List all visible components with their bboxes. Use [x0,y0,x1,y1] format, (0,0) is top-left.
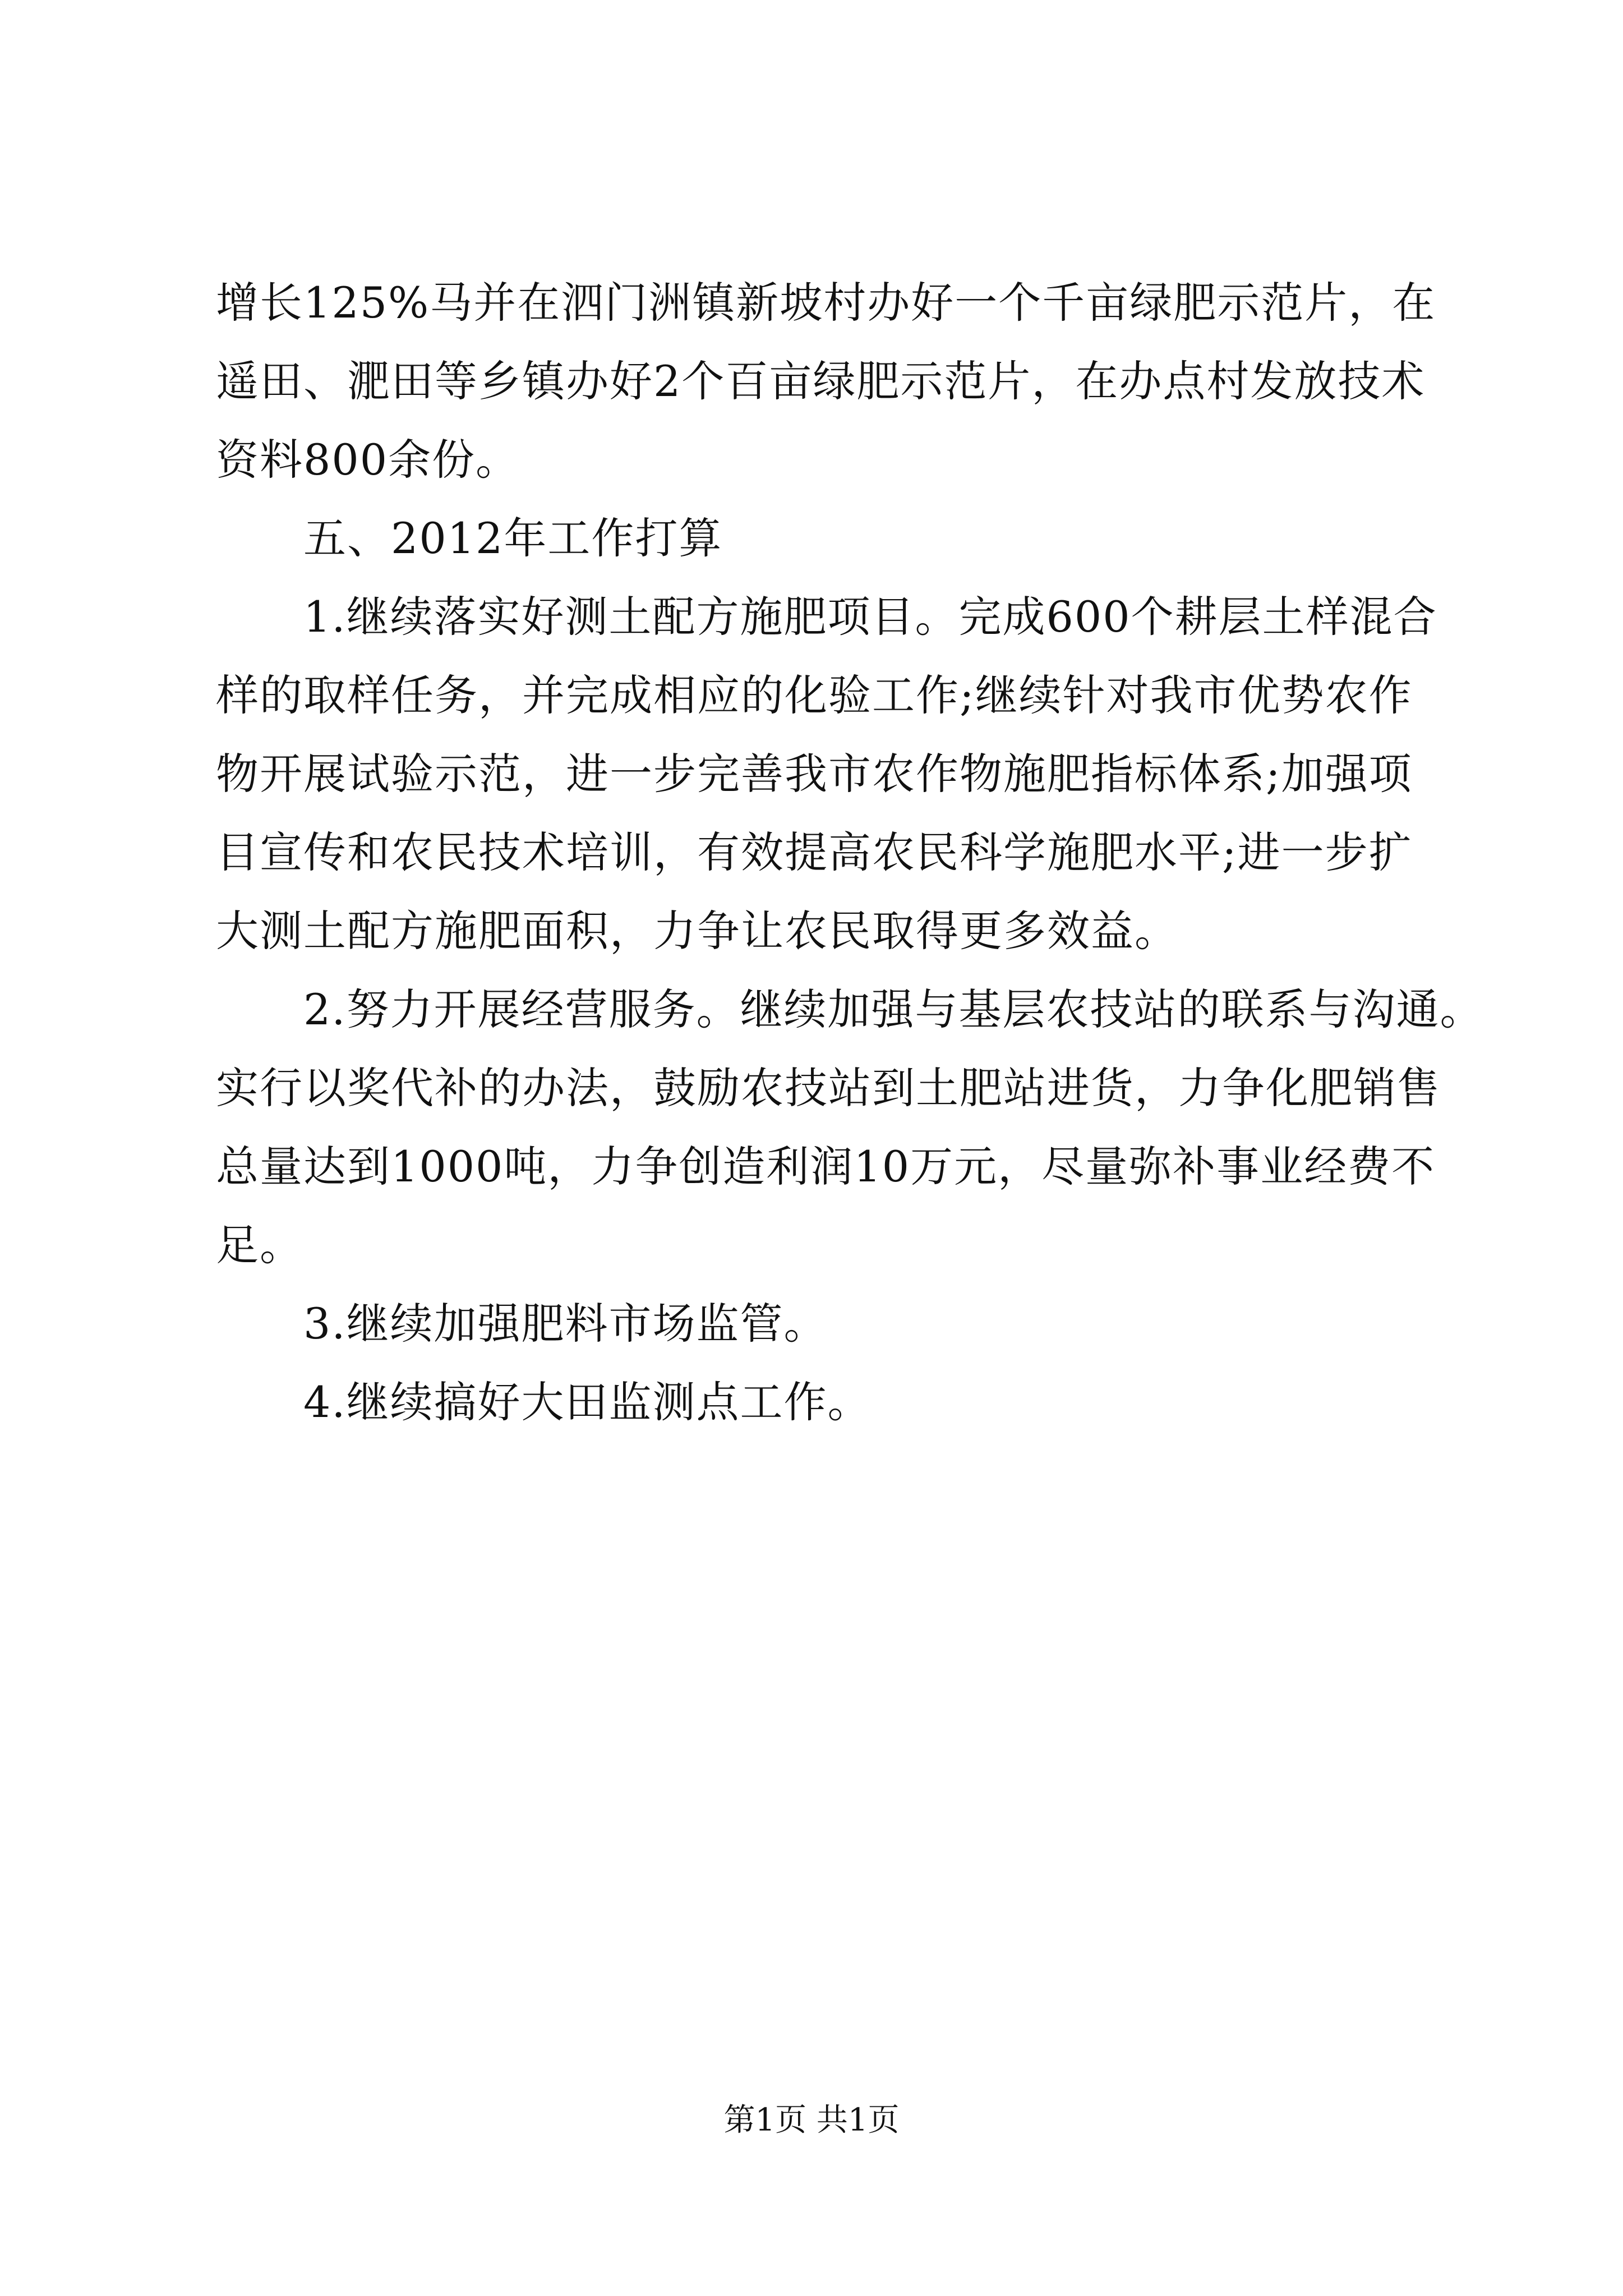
page-number: 第1页 共1页 [723,2102,900,2138]
body-line: 目宣传和农民技术培训，有效提高农民科学施肥水平;进一步扩 [216,827,1413,877]
document-body [216,264,1484,1442]
section-heading: 五、2012年工作打算 [303,513,723,563]
body-line: 资料800余份。 [216,435,520,485]
body-line: 增长125%马并在泗门洲镇新坡村办好一个千亩绿肥示范片，在 [216,278,1436,328]
body-line: 总量达到1000吨，力争创造利润10万元，尽量弥补事业经费不 [216,1142,1436,1191]
body-line: 大测土配方施肥面积，力争让农民取得更多效益。 [216,906,1178,956]
body-line: 4.继续搞好大田监测点工作。 [303,1377,872,1427]
body-line: 足。 [216,1220,303,1270]
body-line: 样的取样任务，并完成相应的化验工作;继续针对我市优势农作 [216,670,1413,720]
body-line: 3.继续加强肥料市场监管。 [303,1299,828,1349]
body-line: 物开展试验示范，进一步完善我市农作物施肥指标体系;加强项 [216,749,1413,799]
page-footer [0,2101,1623,2140]
body-line: 1.继续落实好测土配方施肥项目。完成600个耕层土样混合 [303,592,1437,642]
body-line: 2.努力开展经营服务。继续加强与基层农技站的联系与沟通。 [303,984,1484,1034]
body-line: 遥田、淝田等乡镇办好2个百亩绿肥示范片，在办点村发放技术 [216,356,1426,406]
body-line: 实行以奖代补的办法，鼓励农技站到土肥站进货，力争化肥销售 [216,1063,1441,1113]
